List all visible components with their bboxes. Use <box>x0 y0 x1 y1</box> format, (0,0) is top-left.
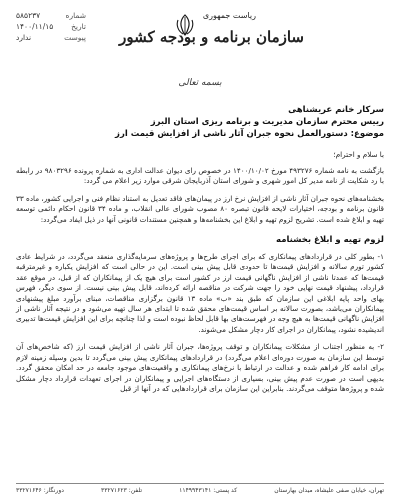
meta-number-row <box>16 10 86 21</box>
paragraph-intro: بخشنامه‌های نحوه جبران آثار ناشی از افزایش نرخ ارز در پیمان‌های فاقد تعدیل به استناد نظام فنی و اجرایی کشور، ماده ۳۳ قانون برنامه و بودجه، اختیارات لایحه قانون تبصره ۸۰ مصوب شورای عالی انقلاب، و ماده ۳۴ قانون احکام دائمی توسعه تهیه و ابلاغ شده است. تشریح لزوم تهیه و ابلاغ این بخشنامه‌ها و همچنین مستندات قانونی آنها در ذیل ایفاد می‌گردد: <box>16 193 384 224</box>
footer-postal: کد پستی: ۱۱۴۹۹۴۳۱۴۱ <box>179 487 238 494</box>
footer-phone: تلفن: ۳۳۲۷۱۶۲۳ <box>101 487 142 494</box>
recipient-name: سرکار خانم عریشناهی <box>288 105 384 115</box>
recipient-title: رییس محترم سازمان مدیریت و برنامه ریزی استان البرز <box>150 117 384 127</box>
recipient-block <box>16 104 384 140</box>
footer-address: تهران، خیابان صفی علیشاه، میدان بهارستان <box>274 487 384 494</box>
bismillah: بسمه تعالی <box>178 78 222 88</box>
letterhead <box>16 8 384 70</box>
salutation: با سلام و احترام؛ <box>333 150 384 159</box>
letter-footer <box>16 483 384 494</box>
letter-date-label: تاریخ <box>71 22 86 31</box>
letter-subject: موضوع: دستورالعمل نحوه جبران آثار ناشی از افزایش قیمت ارز <box>115 129 384 139</box>
meta-attachment-row <box>16 32 86 43</box>
section-paragraph-2: ۲- به منظور اجتناب از مشکلات پیمانکاران و توقف پروژه‌ها، جبران آثار ناشی از افزایش قیمت ارز (که شاخص‌های آن توسط این سازمان به صورت دوره‌ای اعلام می‌گردد) در قراردادهای پیمانکاری پیش بینی می‌گردد تا بدین وسیله زمینه لازم برای ادامه کار فراهم شده و عدالت در ارتباط با نرخ‌های پیمانکاری و واقعیت‌های موجود جامعه در حد امکان محقق گردد. بدیهی است در صورت عدم پیش بینی، بسیاری از دستگاه‌های اجرایی و پیمانکاران در اجرای تعهدات قرارداد دچار مشکل شده و پروژه‌ها متوقف می‌گردند. بنابراین این سازمان برای قراردادهایی که در آنها از قبل <box>16 342 384 393</box>
presidency-label: ریاست جمهوری <box>202 11 256 20</box>
letter-attachment: ندارد <box>16 33 32 42</box>
letter-attachment-label: پیوست <box>64 33 86 42</box>
organization-name: سازمان برنامه و بودجه کشور <box>119 28 304 46</box>
letter-date: ۱۴۰۰/۱۱/۱۵ <box>16 22 54 31</box>
section-title: لزوم تهیه و ابلاغ بخشنامه <box>276 235 384 246</box>
letter-number: ۵۸۵۲۳۷ <box>16 11 41 20</box>
footer-fax: دورنگار: ۳۳۲۷۱۶۴۶ <box>16 487 64 494</box>
section-paragraph-1: ۱- بطور کلی در قراردادهای پیمانکاری که برای اجرای طرح‌ها و پروژه‌های سرمایه‌گذاری منعقد می‌گردد، در شرایط عادی کشور تورم سالانه و افزایش قیمت‌ها تا حدودی قابل پیش بینی است. این در حالی است که افزایش یکباره و غیرمترقبه قیمت‌ها که عمدتا ناشی از افزایش ناگهانی قیمت ارز در کشور است برای هیچ یک از پیمانکاران که از قبل، در موقع عقد قرارداد، پیشنهاد قیمت نهایی خود را جهت شرکت در مناقصه ارائه کرده‌اند، قابل پیش بینی نیست. از سوی دیگر، فهرس بهای واحد پایه ابلاغی این سازمان که طبق بند «ب» ماده ۱۳ قانون برگزاری مناقصات، مبنای برآورد مبلغ پیشنهادی پیمانکاران می‌باشد، بصورت سالانه بر اساس قیمت‌های محقق شده تا ابتدای هر سال تهیه می‌شود و در نتیجه آثار ناشی از افزایش ناگهانی قیمت‌ها به هیچ وجه در فهرست‌های بها قابل لحاظ نبوده است و لذا چنانچه برای این افزایش قیمت‌ها تدبیری اندیشیده نشود، پیمانکاران در اجرای کار دچار مشکل می‌شوند. <box>16 252 385 334</box>
paragraph-reference: بازگشت به نامه شماره ۴۹۳۲۷۶ مورخ ۱۴۰۰/۱۰/۰۲ در خصوص رای دیوان عدالت اداری به شماره پرونده ۹۸۰۳۲۹۶ در رابطه با رد شکایت از نامه مدیر کل امور شهری و شورای استان آذربایجان شرقی موارد زیر اعلام می گردد: <box>16 166 384 186</box>
letter-number-label: شماره <box>65 11 86 20</box>
letter-meta <box>16 10 86 43</box>
meta-date-row <box>16 21 86 32</box>
